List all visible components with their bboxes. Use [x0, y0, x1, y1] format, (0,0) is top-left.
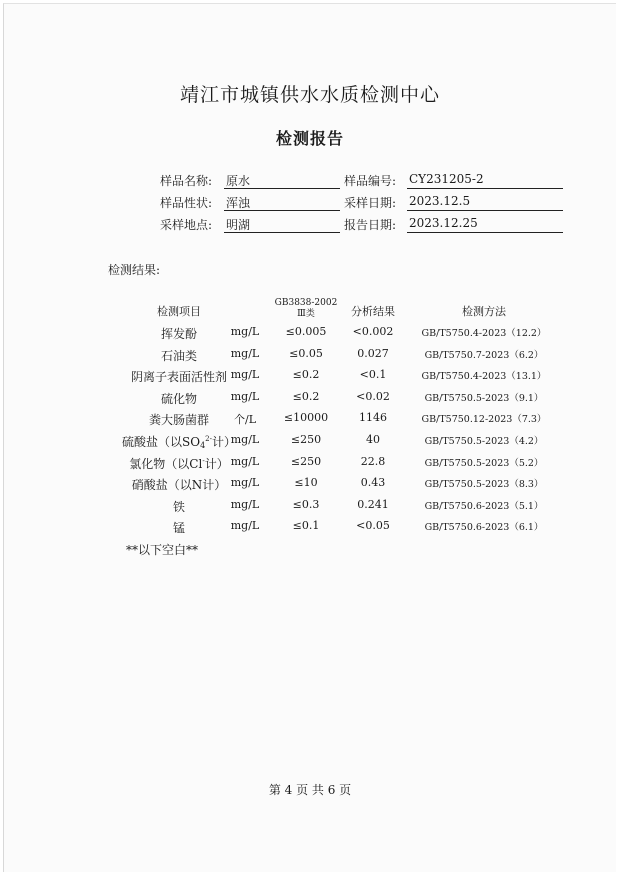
row-item-subscript: 4: [200, 441, 206, 450]
header-standard-line1: GB3838-2002: [274, 298, 338, 308]
sample-no-value: CY231205-2: [407, 172, 563, 189]
info-row-3: [0, 216, 620, 234]
sample-state-label: 样品性状:: [160, 196, 213, 210]
row-method: GB/T5750.6-2023（6.1）: [424, 522, 544, 533]
row-method: GB/T5750.5-2023（9.1）: [424, 393, 544, 404]
sample-name-label: 样品名称:: [160, 174, 213, 188]
row-result: <0.1: [359, 368, 387, 381]
row-unit: mg/L: [230, 390, 260, 403]
sample-name-value: 原水: [224, 172, 340, 189]
row-unit: mg/L: [230, 519, 260, 532]
row-item: 石油类: [160, 349, 197, 363]
sampling-date-label: 采样日期:: [344, 196, 397, 210]
sampling-date-value: 2023.12.5: [407, 194, 563, 211]
row-item-superscript: 2-: [205, 435, 212, 443]
sample-state-value: 浑浊: [224, 194, 340, 211]
row-result: 40: [366, 433, 380, 446]
row-standard: ≤0.005: [285, 325, 327, 338]
row-result: 0.43: [360, 476, 386, 489]
report-date-value: 2023.12.25: [407, 216, 563, 233]
row-result: <0.002: [352, 325, 394, 338]
row-standard: ≤250: [290, 433, 322, 446]
row-unit: 个/L: [233, 413, 256, 426]
header-item: 检测项目: [157, 305, 201, 318]
report-date-label: 报告日期:: [344, 218, 397, 232]
info-row-2: [0, 194, 620, 212]
row-item-suffix: 计）: [204, 457, 229, 471]
row-method: GB/T5750.5-2023（8.3）: [424, 479, 544, 490]
row-item: 挥发酚: [160, 327, 197, 341]
row-method: GB/T5750.5-2023（4.2）: [424, 436, 544, 447]
row-method: GB/T5750.4-2023（12.2）: [421, 328, 547, 339]
row-result: 22.8: [360, 455, 386, 468]
row-standard: ≤0.2: [292, 368, 320, 381]
header-result: 分析结果: [351, 305, 395, 318]
row-result: <0.02: [356, 390, 390, 403]
row-standard: ≤0.1: [292, 519, 320, 532]
row-item: 粪大肠菌群: [148, 413, 209, 427]
row-item: 硝酸盐（以N计）: [131, 478, 227, 492]
row-standard: ≤0.3: [292, 498, 320, 511]
row-item: 锰: [172, 521, 185, 535]
info-row-1: [0, 172, 620, 190]
row-standard: ≤0.2: [292, 390, 320, 403]
row-unit: mg/L: [230, 347, 260, 360]
report-title: 检测报告: [275, 129, 344, 148]
row-result: 0.241: [357, 498, 389, 511]
row-standard: ≤10000: [283, 411, 329, 424]
row-item: 硫化物: [160, 392, 197, 406]
location-value: 明湖: [224, 216, 340, 233]
results-section-label: 检测结果:: [108, 263, 161, 277]
row-method: GB/T5750.4-2023（13.1）: [421, 371, 547, 382]
row-method: GB/T5750.6-2023（5.1）: [424, 501, 544, 512]
row-item: 铁: [172, 500, 185, 514]
row-unit: mg/L: [230, 455, 260, 468]
row-result: 0.027: [357, 347, 389, 360]
location-label: 采样地点:: [160, 218, 213, 232]
row-item: 阴离子表面活性剂: [130, 370, 227, 384]
row-standard: ≤10: [294, 476, 318, 489]
sample-no-label: 样品编号:: [344, 174, 397, 188]
header-standard: [270, 298, 342, 320]
row-result: <0.05: [356, 519, 390, 532]
header-standard-line2: Ⅲ类: [297, 309, 315, 319]
row-standard: ≤0.05: [289, 347, 323, 360]
row-unit: mg/L: [230, 325, 260, 338]
row-item-superscript: -: [202, 457, 205, 465]
row-method: GB/T5750.5-2023（5.2）: [424, 458, 544, 469]
row-item-text: 氯化物（以Cl: [129, 457, 203, 471]
end-note: **以下空白**: [126, 543, 199, 557]
row-method: GB/T5750.7-2023（6.2）: [424, 350, 544, 361]
row-unit: mg/L: [230, 498, 260, 511]
row-item-suffix: 计）: [211, 435, 236, 449]
row-result: 1146: [359, 411, 387, 424]
row-unit: mg/L: [230, 433, 260, 446]
header-method: 检测方法: [462, 305, 506, 318]
row-item-text: 硫酸盐（以SO: [122, 435, 201, 449]
row-unit: mg/L: [230, 368, 260, 381]
page-number: 第 4 页 共 6 页: [268, 783, 352, 797]
row-standard: ≤250: [290, 455, 322, 468]
organization-name: 靖江市城镇供水水质检测中心: [179, 84, 440, 106]
row-method: GB/T5750.12-2023（7.3）: [421, 414, 547, 425]
row-unit: mg/L: [230, 476, 260, 489]
